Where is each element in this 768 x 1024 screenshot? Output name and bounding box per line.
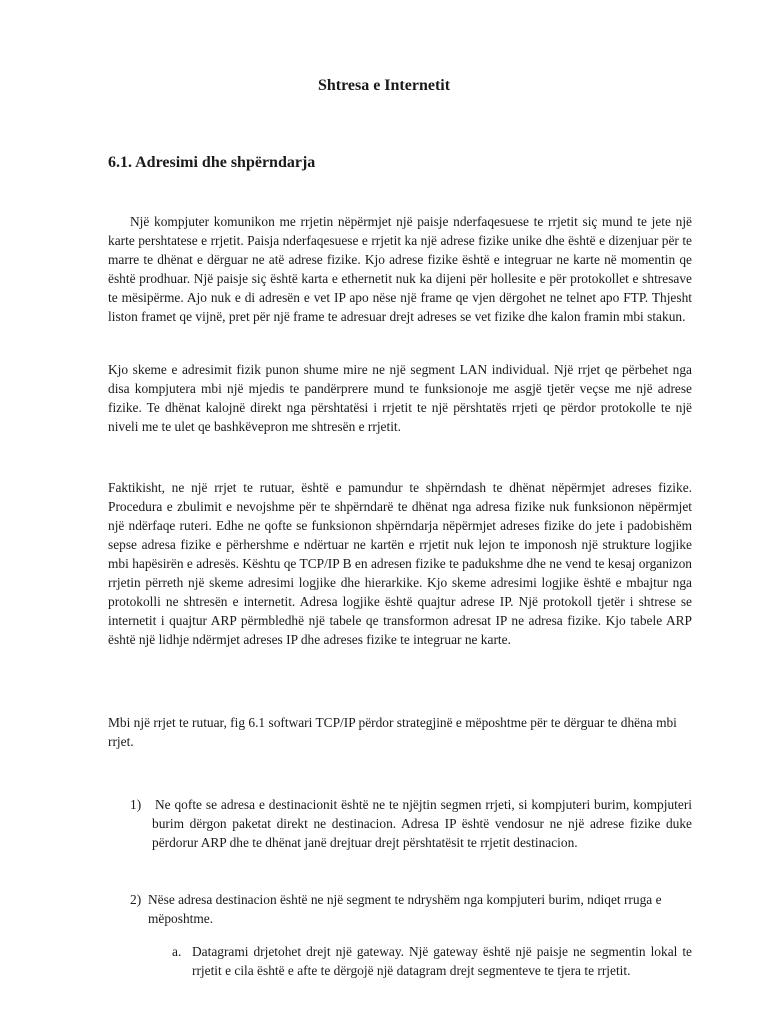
list-marker: 1) [130,797,142,812]
list-marker: a. [172,944,182,959]
sublist-item [172,942,692,980]
page-title: Shtresa e Internetit [317,77,451,94]
list-item [130,890,692,928]
paragraph-lan-segment: Kjo skeme e adresimit fizik punon shume mire ne një segment LAN individual. Një rrjet qe përbehet nga disa kompjutera mbi një mjedis te pandërprere mund te funksionoje me asgjë tjetër veçse me një adrese fizike. Te dhënat kalojnë direkt nga përshtatësi i rrjetit te një përshtatës rrjeti qe përdor protokolle te një niveli me te ulet qe bashkëvepron me shtresën e rrjetit. [108,362,692,434]
paragraph-routed-network: Faktikisht, ne një rrjet te rutuar, është e pamundur te shpërndash te dhënat nëpërmjet adreses fizike. Procedura e zbulimit e nevojshme për te shpërndarë te dhënat nga adresa fizike nuk funksionon nëpërmjet një ndërfaqe ruteri. Edhe ne qofte se funksionon shpërndarja nëpërmjet adreses fizike do jete i padobishëm sepse adresa fizike e përhershme e ndërtuar ne kartën e rrjetit nuk lejon te imponosh një strukture logjike mbi hapësirën e adresës. Kështu qe TCP/IP B en adresen fizike te padukshme dhe ne vend te kesaj organizon rrjetin përreth një skeme adresimi logjike dhe hierarkike. Kjo skeme adresimi logjike është e mbajtur nga protokolli ne shtresën e internetit. Adresa logjike është quajtur adrese IP. Një protokoll tjetër i shtrese se internetit i quajtur ARP përmbledhë një tabele qe transformon adresat IP ne adresa fizike. Kjo tabele ARP është një lidhje ndërmjet adreses IP dhe adreses fizike te integruar ne karte. [108,480,692,647]
list-marker: 2) [130,892,142,907]
paragraph-strategy-intro: Mbi një rrjet te rutuar, fig 6.1 softwari TCP/IP përdor strategjinë e mëposhtme për te dërguar te dhëna mbi rrjet. [108,715,677,749]
paragraph-physical-address: Një kompjuter komunikon me rrjetin nëpërmjet një paisje nderfaqesuese te rrjetit siç mund te jete një karte pershtatese e rrjetit. Paisja nderfaqesuese e rrjetit ka një adrese fizike unike dhe është e dizenjuar për te marre te dhënat e dërguar ne atë adrese fizike. Kjo adrese fizike është e integruar ne karte në momentin qe është prodhuar. Një paisje siç është karta e ethernetit nuk ka dijeni për hollesite e për protokollet e shtresave te mësipërme. Ajo nuk e di adresën e vet IP apo nëse një frame qe vjen dërgohet ne telnet apo FTP. Thjesht liston framet qe vijnë, pret për një frame te adresuar drejt adreses se vet fizike dhe kalon framin mbi stakun. [108,214,692,324]
list-item [130,795,692,852]
list-item-text: Nëse adresa destinacion është ne një segment te ndryshëm nga kompjuteri burim, ndiqet rruga e mëposhtme. [148,892,662,926]
list-item-text: Ne qofte se adresa e destinacionit është ne te njëjtin segmen rrjeti, si kompjuteri burim, kompjuteri burim dërgon paketat direkt ne destinacion. Adresa IP është vendosur ne një adrese fizike duke përdorur ARP dhe te dhënat janë drejtuar drejt përshtatësit te rrjetit destinacion. [152,797,692,850]
list-item-text: Datagrami drjetohet drejt një gateway. Një gateway është një paisje ne segmentin lokal te rrjetit e cila është e afte te dërgojë një datagram drejt segmenteve te tjera te rrjetit. [192,944,692,978]
section-heading: 6.1. Adresimi dhe shpërndarja [108,154,316,171]
